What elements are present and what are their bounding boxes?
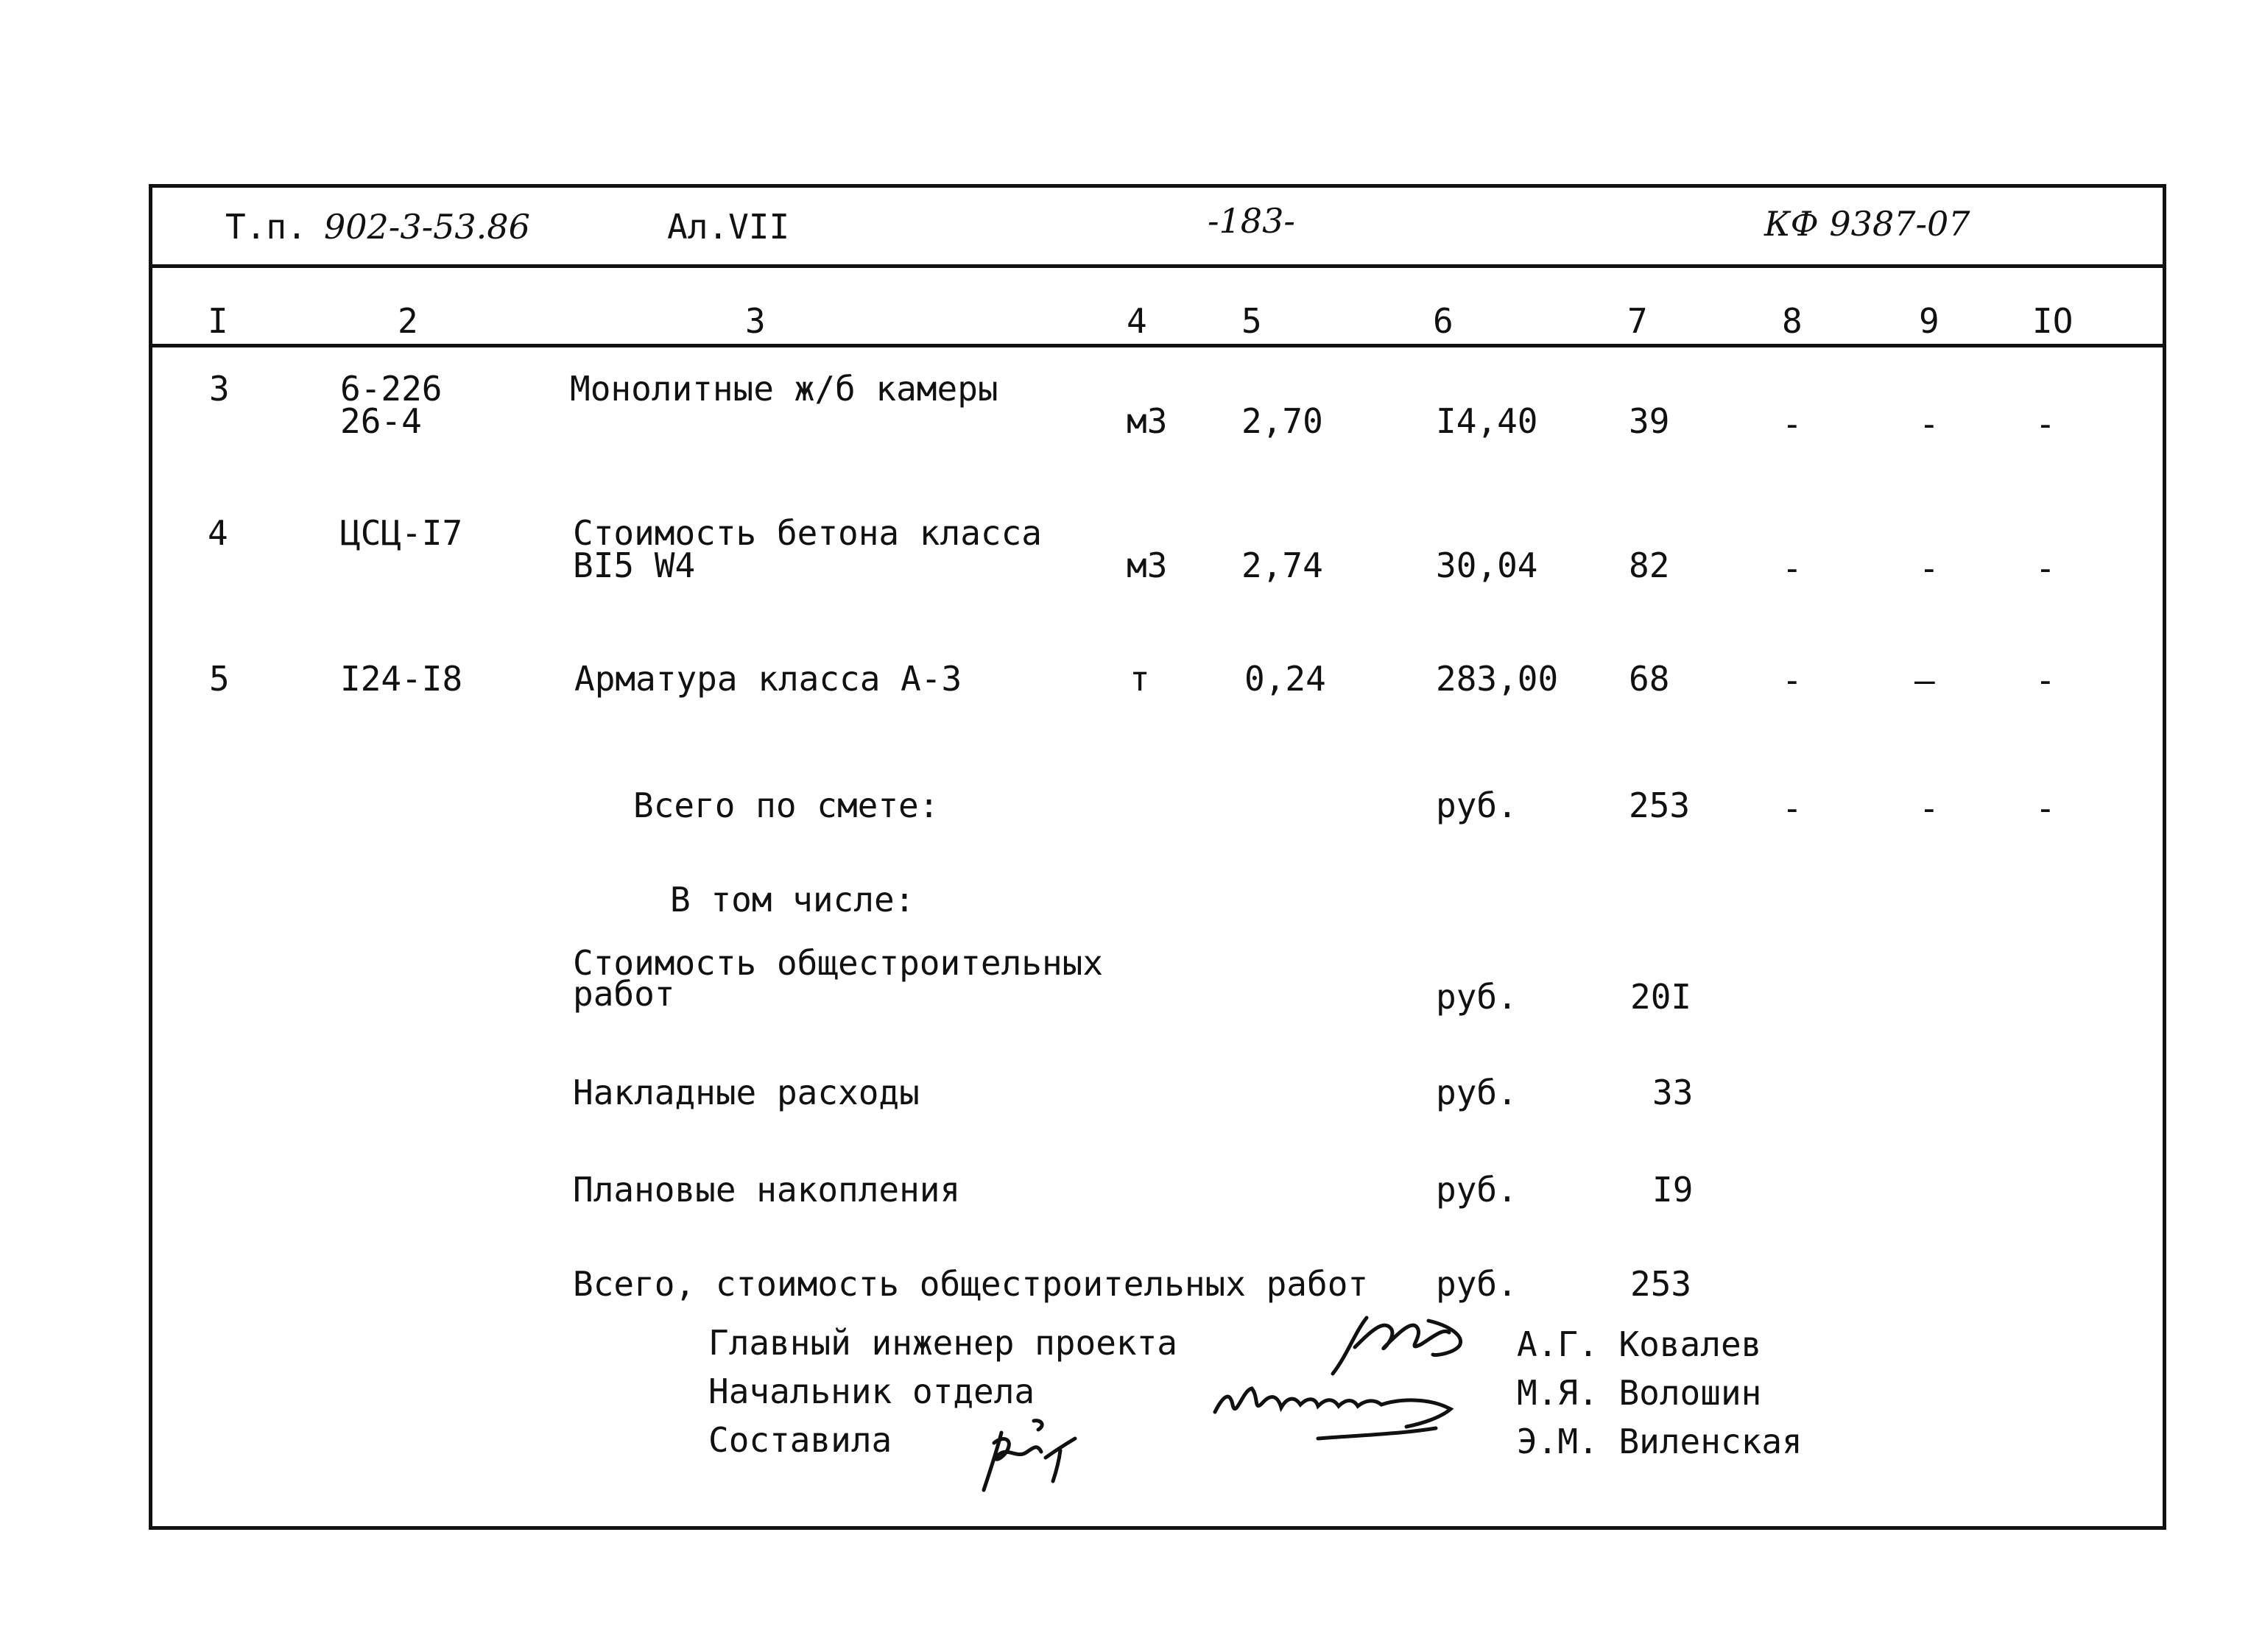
row-unit-price: 30,04 (1436, 546, 1538, 585)
column-header-5: 5 (1241, 301, 1262, 341)
column-header-4: 4 (1127, 301, 1147, 341)
row-col8: - (1782, 548, 1803, 588)
column-header-9: 9 (1919, 301, 1939, 341)
row-number: 3 (209, 369, 230, 409)
summary-item-value: 253 (1630, 1264, 1692, 1304)
summary-item-unit: руб. (1436, 1264, 1518, 1304)
estimate-total-col10: - (2035, 788, 2056, 828)
row-description: Монолитные ж/б камеры (570, 369, 998, 409)
row-total: 82 (1629, 546, 1670, 585)
column-header-divider (152, 344, 2163, 347)
row-col10: - (2035, 404, 2056, 444)
summary-item-label: Накладные расходы (573, 1073, 920, 1112)
column-header-3: 3 (745, 301, 766, 341)
estimate-total-label: Всего по смете: (633, 786, 940, 825)
summary-item-unit: руб. (1436, 1073, 1518, 1112)
page-number: -183- (1208, 201, 1295, 241)
row-number: 4 (208, 513, 228, 553)
row-unit: м3 (1127, 546, 1168, 585)
signature-name: Э.М. Виленская (1517, 1422, 1803, 1461)
row-unit: т (1130, 659, 1150, 699)
estimate-total-value: 253 (1629, 786, 1691, 825)
summary-item-label: Плановые накопления (573, 1170, 961, 1210)
row-reference: ЦСЦ-I7 (340, 513, 463, 553)
column-header-7: 7 (1627, 301, 1648, 341)
including-label: В том числе: (670, 880, 915, 919)
header-divider (152, 264, 2163, 268)
row-number: 5 (209, 659, 230, 699)
row-col10: - (2035, 660, 2056, 700)
row-unit-price: I4,40 (1436, 401, 1538, 441)
signature-name: М.Я. Волошин (1517, 1373, 1762, 1413)
column-header-6: 6 (1433, 301, 1454, 341)
row-description-sub: BI5 W4 (573, 546, 696, 585)
estimate-total-col9: - (1919, 788, 1939, 828)
tp-label: Т.п. (225, 207, 307, 247)
signature-role: Составила (708, 1420, 892, 1460)
compiler-signature (965, 1413, 1097, 1494)
summary-item-label: Всего, стоимость общестроительных работ (573, 1264, 1369, 1304)
row-col8: - (1782, 404, 1803, 444)
column-header-10: IO (2032, 301, 2074, 341)
row-reference-sub: 26-4 (340, 401, 422, 441)
signature-name: А.Г. Ковалев (1517, 1324, 1762, 1364)
signature-role: Главный инженер проекта (708, 1323, 1177, 1363)
summary-item-value: 33 (1652, 1073, 1694, 1112)
row-reference: I24-I8 (340, 659, 463, 699)
project-number: 902-3-53.86 (324, 207, 530, 247)
row-quantity: 0,24 (1244, 659, 1326, 699)
album-number: Ал.VII (667, 207, 790, 247)
row-col10: - (2035, 548, 2056, 588)
row-total: 68 (1629, 659, 1670, 699)
row-description: Арматура класса А-3 (574, 659, 962, 699)
department-head-signature (1208, 1368, 1473, 1449)
row-quantity: 2,70 (1241, 401, 1323, 441)
summary-item-label-sub: работ (573, 974, 675, 1014)
row-col9: — (1914, 660, 1935, 700)
row-quantity: 2,74 (1241, 546, 1323, 585)
summary-item-unit: руб. (1436, 977, 1518, 1017)
row-col9: - (1919, 548, 1939, 588)
row-col9: - (1919, 404, 1939, 444)
document-code: КФ 9387-07 (1764, 204, 1970, 244)
row-col8: - (1782, 660, 1803, 700)
summary-item-unit: руб. (1436, 1170, 1518, 1210)
summary-item-label: Стоимость общестроительных (573, 943, 1104, 983)
row-unit-price: 283,00 (1436, 659, 1559, 699)
signature-role: Начальник отдела (708, 1372, 1035, 1411)
summary-item-value: 20I (1630, 977, 1692, 1017)
column-header-2: 2 (398, 301, 418, 341)
column-header-1: I (208, 301, 228, 341)
row-description: Стоимость бетона класса (573, 513, 1042, 553)
summary-item-value: I9 (1652, 1170, 1694, 1210)
estimate-total-col8: - (1782, 788, 1803, 828)
estimate-total-unit: руб. (1436, 786, 1518, 825)
column-header-8: 8 (1782, 301, 1803, 341)
row-unit: м3 (1127, 401, 1168, 441)
row-total: 39 (1629, 401, 1670, 441)
row-reference: 6-226 (340, 369, 443, 409)
